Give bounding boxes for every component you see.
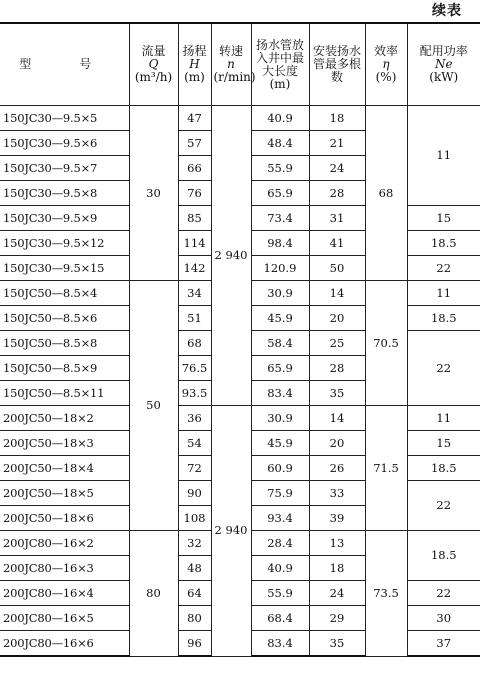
pipe-count-cell: 21 xyxy=(309,131,365,156)
model-cell: 200JC50—18×4 xyxy=(0,456,129,481)
header-eff-unit: (%) xyxy=(375,70,397,84)
header-model: 型 号 xyxy=(0,23,129,106)
header-speed xyxy=(211,23,256,106)
pipe-count-cell: 25 xyxy=(309,331,365,356)
pipe-count-cell: 14 xyxy=(309,406,365,431)
model-cell: 150JC30—9.5×15 xyxy=(0,256,129,281)
pipe-count-cell: 31 xyxy=(309,206,365,231)
speed-cell: 2 940 xyxy=(211,106,251,406)
pipe-length-cell: 45.9 xyxy=(251,431,309,456)
head-cell: 108 xyxy=(178,506,211,531)
pipe-count-cell: 50 xyxy=(309,256,365,281)
header-pipe-length xyxy=(251,23,309,106)
pipe-count-cell: 29 xyxy=(309,606,365,631)
header-pipe-length-line1: 扬水管放 xyxy=(255,37,304,52)
header-flow-name: 流量 xyxy=(141,44,166,58)
header-pipe-count-line3: 数 xyxy=(330,70,343,84)
head-cell: 57 xyxy=(178,131,211,156)
pump-spec-table xyxy=(0,22,480,657)
power-cell: 18.5 xyxy=(407,456,480,481)
pipe-length-cell: 68.4 xyxy=(251,606,309,631)
pipe-count-cell: 41 xyxy=(309,231,365,256)
pipe-length-cell: 60.9 xyxy=(251,456,309,481)
model-cell: 150JC50—8.5×9 xyxy=(0,356,129,381)
pipe-count-cell: 33 xyxy=(309,481,365,506)
pipe-length-cell: 98.4 xyxy=(251,231,309,256)
model-cell: 150JC50—8.5×11 xyxy=(0,381,129,406)
pipe-count-cell: 28 xyxy=(309,356,365,381)
head-cell: 66 xyxy=(178,156,211,181)
head-cell: 76.5 xyxy=(178,356,211,381)
head-cell: 96 xyxy=(178,631,211,657)
header-head-unit: (m) xyxy=(184,70,205,84)
head-cell: 68 xyxy=(178,331,211,356)
pipe-length-cell: 28.4 xyxy=(251,531,309,556)
flow-cell: 50 xyxy=(129,281,178,531)
header-flow-unit: (m³/h) xyxy=(134,70,173,84)
pipe-length-cell: 30.9 xyxy=(251,281,309,306)
header-speed-symbol: n xyxy=(227,57,235,71)
pipe-length-cell: 45.9 xyxy=(251,306,309,331)
pipe-length-cell: 40.9 xyxy=(251,106,309,131)
model-cell: 200JC80—16×3 xyxy=(0,556,129,581)
pipe-length-cell: 30.9 xyxy=(251,406,309,431)
head-cell: 36 xyxy=(178,406,211,431)
model-cell: 200JC80—16×6 xyxy=(0,631,129,657)
continued-label: 续表 xyxy=(432,3,462,19)
header-head-symbol: H xyxy=(189,57,200,71)
model-cell: 150JC50—8.5×6 xyxy=(0,306,129,331)
model-cell: 200JC80—16×4 xyxy=(0,581,129,606)
pipe-count-cell: 13 xyxy=(309,531,365,556)
efficiency-cell: 70.5 xyxy=(365,281,407,406)
pipe-count-cell: 18 xyxy=(309,556,365,581)
pipe-count-cell: 24 xyxy=(309,156,365,181)
header-power-symbol: Ne xyxy=(434,57,453,71)
head-cell: 72 xyxy=(178,456,211,481)
model-cell: 150JC30—9.5×8 xyxy=(0,181,129,206)
head-cell: 34 xyxy=(178,281,211,306)
pipe-length-cell: 40.9 xyxy=(251,556,309,581)
model-cell: 150JC30—9.5×9 xyxy=(0,206,129,231)
pipe-length-cell: 120.9 xyxy=(251,256,309,281)
model-cell: 150JC30—9.5×12 xyxy=(0,231,129,256)
head-cell: 76 xyxy=(178,181,211,206)
header-pipe-count xyxy=(309,23,365,106)
header-pipe-count-line2: 管最多根 xyxy=(312,57,361,71)
power-cell: 11 xyxy=(407,281,480,306)
efficiency-cell: 68 xyxy=(365,106,407,281)
model-cell: 200JC50—18×3 xyxy=(0,431,129,456)
pipe-count-cell: 39 xyxy=(309,506,365,531)
pipe-count-cell: 35 xyxy=(309,631,365,657)
pipe-length-cell: 93.4 xyxy=(251,506,309,531)
header-efficiency xyxy=(365,23,407,106)
efficiency-cell: 73.5 xyxy=(365,531,407,657)
pipe-count-cell: 24 xyxy=(309,581,365,606)
model-cell: 150JC30—9.5×7 xyxy=(0,156,129,181)
pipe-length-cell: 75.9 xyxy=(251,481,309,506)
power-cell: 18.5 xyxy=(407,531,480,581)
head-cell: 32 xyxy=(178,531,211,556)
power-cell: 22 xyxy=(407,331,480,406)
head-cell: 114 xyxy=(178,231,211,256)
header-power-unit: (kW) xyxy=(429,70,459,84)
pipe-length-cell: 65.9 xyxy=(251,181,309,206)
header-head-name: 扬程 xyxy=(182,44,207,58)
model-cell: 150JC30—9.5×6 xyxy=(0,131,129,156)
power-cell: 22 xyxy=(407,581,480,606)
header-pipe-length-line2: 入井中最 xyxy=(255,50,304,65)
header-pipe-length-line3: 大长度 xyxy=(261,63,298,78)
pipe-count-cell: 20 xyxy=(309,306,365,331)
model-cell: 150JC50—8.5×8 xyxy=(0,331,129,356)
power-cell: 22 xyxy=(407,481,480,531)
pipe-length-cell: 55.9 xyxy=(251,156,309,181)
pipe-count-cell: 14 xyxy=(309,281,365,306)
model-cell: 150JC50—8.5×4 xyxy=(0,281,129,306)
flow-cell: 80 xyxy=(129,531,178,657)
pipe-count-cell: 28 xyxy=(309,181,365,206)
head-cell: 142 xyxy=(178,256,211,281)
pipe-count-cell: 35 xyxy=(309,381,365,406)
pipe-length-cell: 48.4 xyxy=(251,131,309,156)
efficiency-cell: 71.5 xyxy=(365,406,407,531)
header-flow-symbol: Q xyxy=(148,57,159,71)
model-cell: 150JC30—9.5×5 xyxy=(0,106,129,131)
header-head xyxy=(178,23,211,106)
head-cell: 48 xyxy=(178,556,211,581)
model-cell: 200JC50—18×2 xyxy=(0,406,129,431)
pipe-length-cell: 83.4 xyxy=(251,381,309,406)
header-eff-name: 效率 xyxy=(373,44,398,58)
header-speed-name: 转速 xyxy=(218,44,243,58)
header-pipe-count-line1: 安装扬水 xyxy=(312,44,361,58)
power-cell: 22 xyxy=(407,256,480,281)
power-cell: 18.5 xyxy=(407,231,480,256)
header-flow xyxy=(129,23,178,106)
head-cell: 47 xyxy=(178,106,211,131)
power-cell: 18.5 xyxy=(407,306,480,331)
head-cell: 51 xyxy=(178,306,211,331)
power-cell: 11 xyxy=(407,106,480,206)
header-row xyxy=(0,23,480,106)
pipe-length-cell: 73.4 xyxy=(251,206,309,231)
power-cell: 15 xyxy=(407,431,480,456)
power-cell: 11 xyxy=(407,406,480,431)
head-cell: 93.5 xyxy=(178,381,211,406)
pipe-length-cell: 65.9 xyxy=(251,356,309,381)
model-cell: 200JC80—16×2 xyxy=(0,531,129,556)
head-cell: 80 xyxy=(178,606,211,631)
pipe-length-cell: 58.4 xyxy=(251,331,309,356)
header-pipe-length-unit: (m) xyxy=(269,76,291,91)
pipe-count-cell: 18 xyxy=(309,106,365,131)
pipe-count-cell: 20 xyxy=(309,431,365,456)
model-cell: 200JC80—16×5 xyxy=(0,606,129,631)
model-cell: 200JC50—18×5 xyxy=(0,481,129,506)
head-cell: 54 xyxy=(178,431,211,456)
power-cell: 15 xyxy=(407,206,480,231)
head-cell: 90 xyxy=(178,481,211,506)
header-speed-unit: (r/min) xyxy=(213,70,256,84)
head-cell: 85 xyxy=(178,206,211,231)
power-cell: 30 xyxy=(407,606,480,631)
head-cell: 64 xyxy=(178,581,211,606)
power-cell: 37 xyxy=(407,631,480,657)
speed-cell: 2 940 xyxy=(211,406,251,657)
header-power-name: 配用功率 xyxy=(419,44,468,58)
header-eff-symbol: η xyxy=(382,57,390,71)
pipe-length-cell: 83.4 xyxy=(251,631,309,657)
table-row xyxy=(0,106,480,131)
flow-cell: 30 xyxy=(129,106,178,281)
pipe-length-cell: 55.9 xyxy=(251,581,309,606)
table-row xyxy=(0,406,480,431)
header-power xyxy=(407,23,480,106)
model-cell: 200JC50—18×6 xyxy=(0,506,129,531)
pipe-count-cell: 26 xyxy=(309,456,365,481)
